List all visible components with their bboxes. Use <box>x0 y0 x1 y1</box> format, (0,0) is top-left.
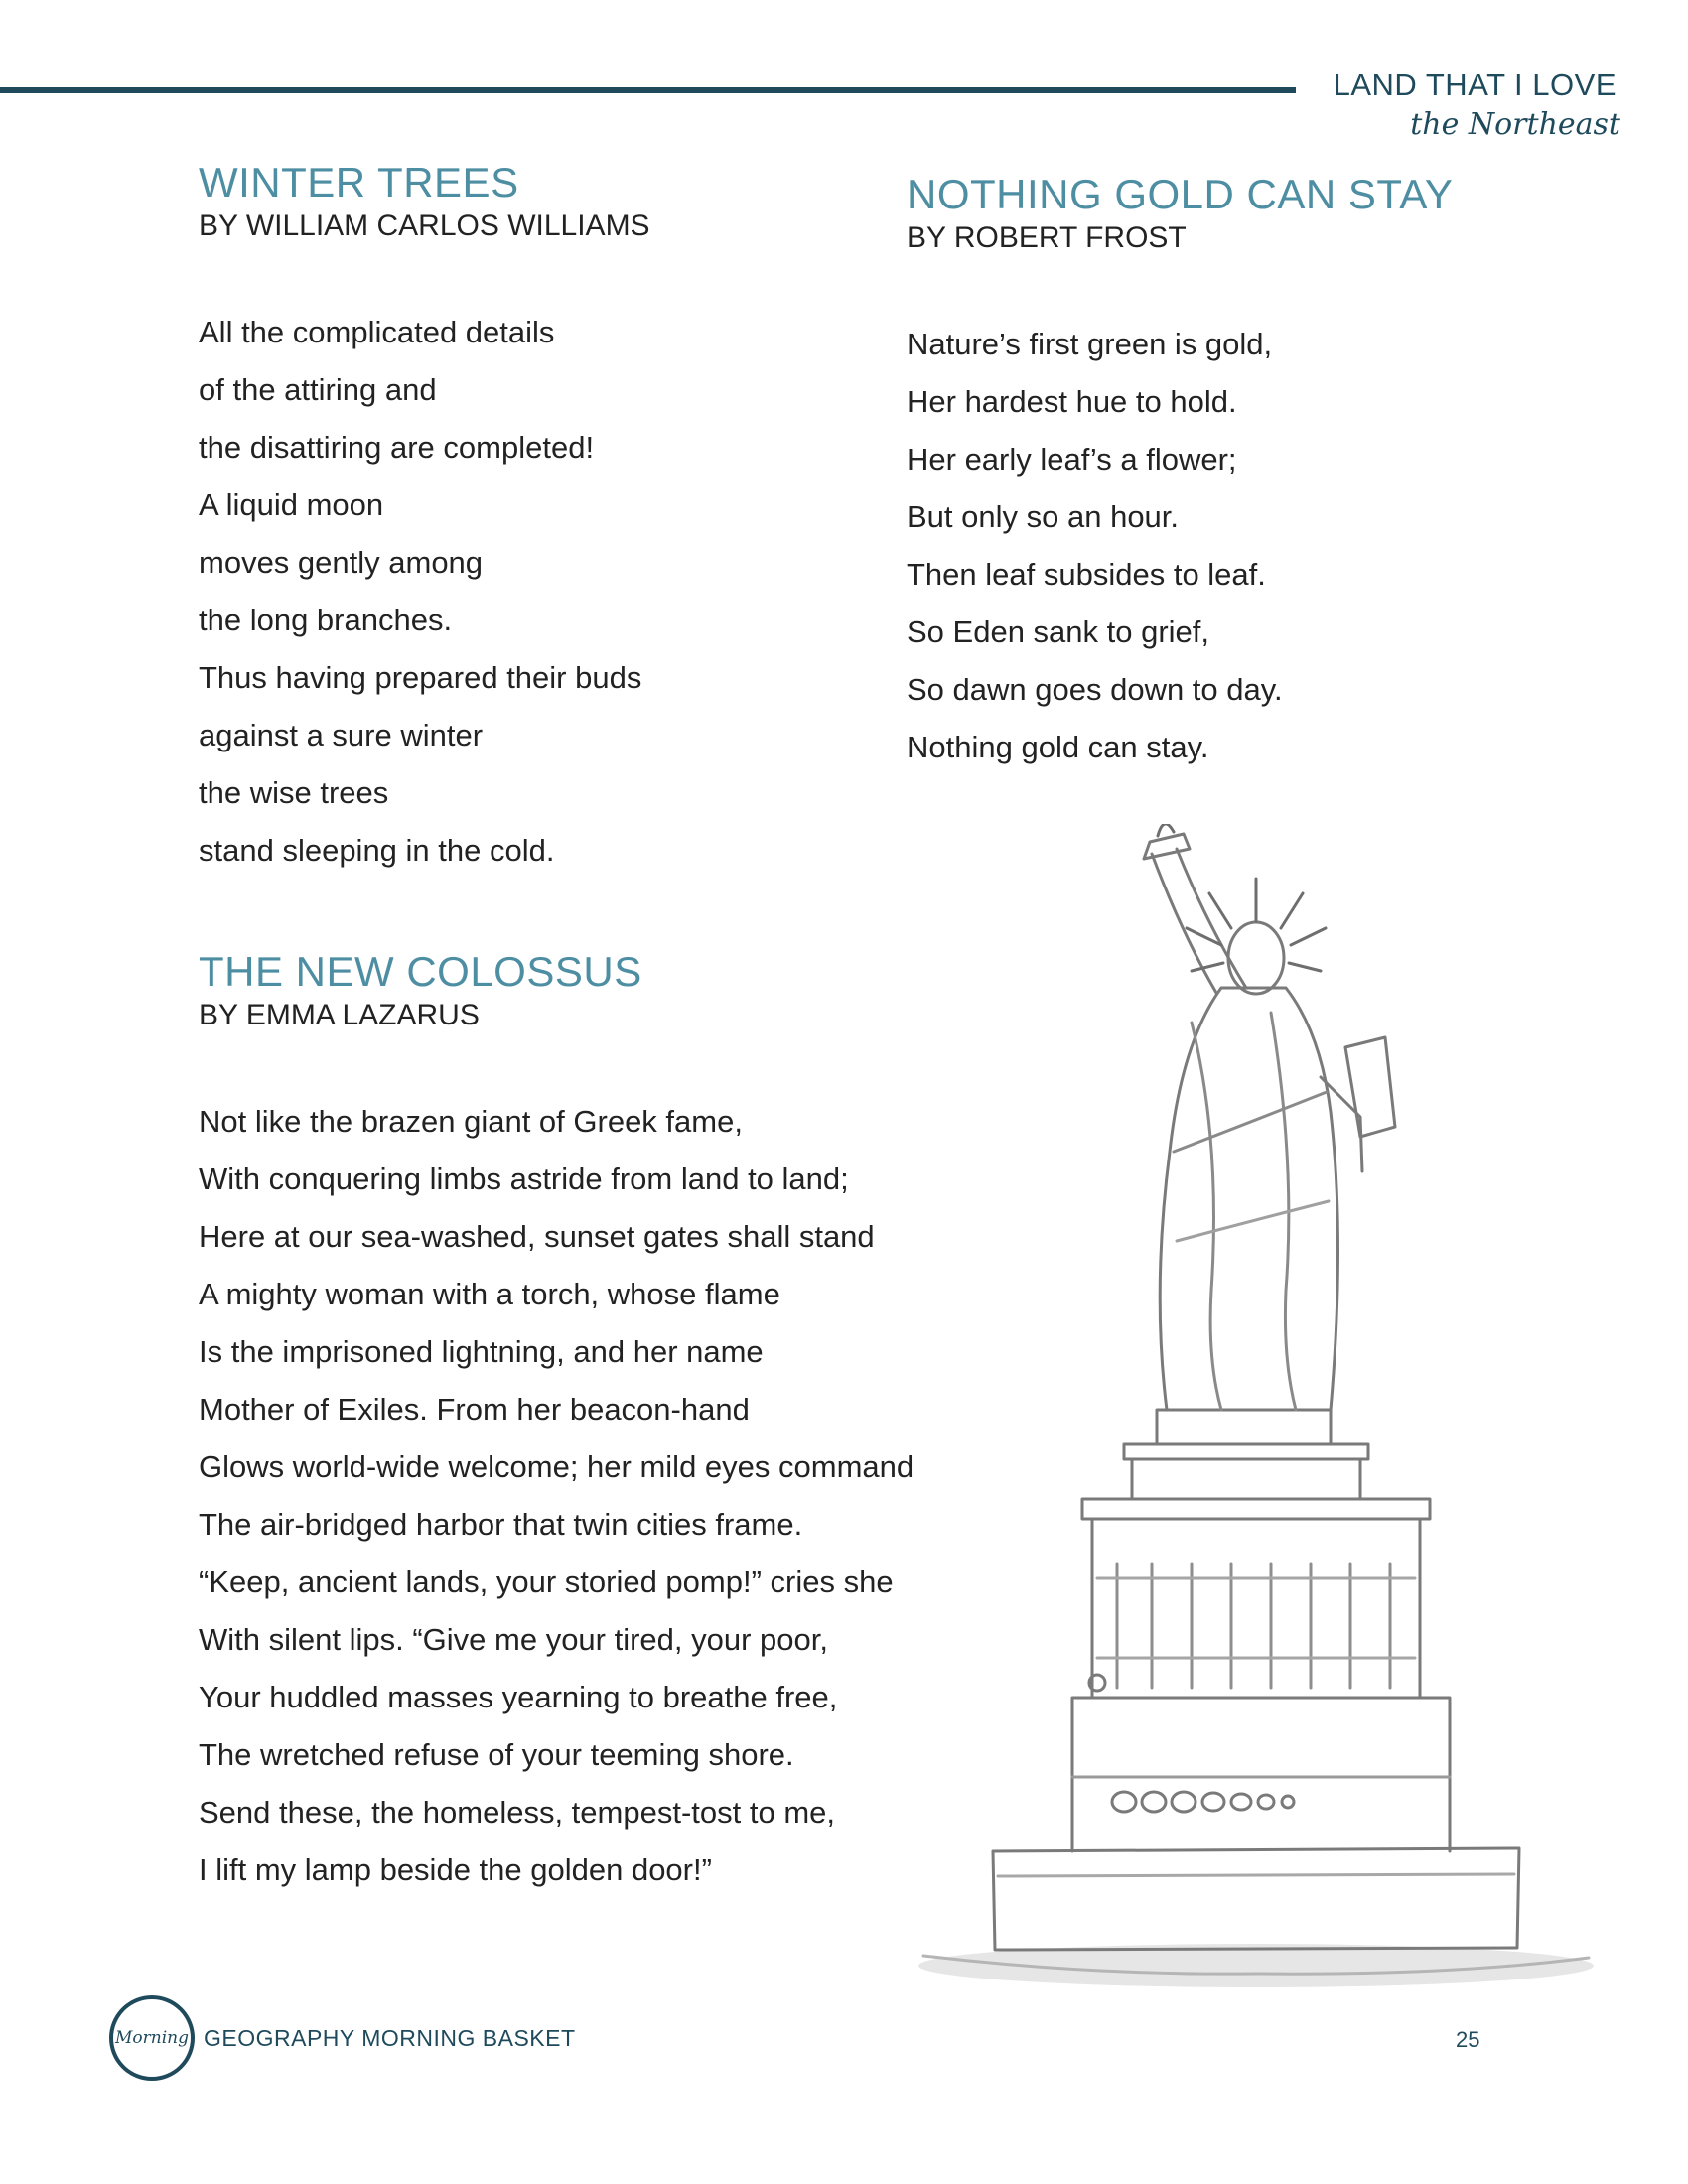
poem-line: Send these, the homeless, tempest-tost to me, <box>199 1795 835 1831</box>
poem-line: moves gently among <box>199 545 484 581</box>
poem-line: Glows world-wide welcome; her mild eyes command <box>199 1449 914 1485</box>
poem-nothing-gold-can-stay <box>907 171 1453 776</box>
poem-line: Is the imprisoned lightning, and her name <box>199 1334 764 1370</box>
poem-line: A mighty woman with a torch, whose flame <box>199 1277 780 1312</box>
poem-line: Thus having prepared their buds <box>199 660 642 696</box>
poem-title: THE NEW COLOSSUS <box>199 948 642 995</box>
poem-line: the long branches. <box>199 603 453 638</box>
poem-line: So dawn goes down to day. <box>907 672 1283 708</box>
poem-line: So Eden sank to grief, <box>907 614 1210 650</box>
poem-line: With silent lips. “Give me your tired, your poor, <box>199 1622 829 1658</box>
poem-line: Then leaf subsides to leaf. <box>907 557 1266 593</box>
poem-line: I lift my lamp beside the golden door!” <box>199 1852 712 1888</box>
poem-author: BY WILLIAM CARLOS WILLIAMS <box>199 209 650 243</box>
poem-line: Nature’s first green is gold, <box>907 327 1273 362</box>
page-number: 25 <box>1456 2027 1480 2052</box>
publication-logo-icon: Morning <box>109 1995 195 2081</box>
poem-title: WINTER TREES <box>199 159 519 205</box>
poem-line: The air-bridged harbor that twin cities frame. <box>199 1507 803 1543</box>
poem-line: the disattiring are completed! <box>199 430 595 466</box>
poem-line: Mother of Exiles. From her beacon-hand <box>199 1392 750 1428</box>
poem-body <box>199 1093 914 1899</box>
poem-line: of the attiring and <box>199 372 437 408</box>
poem-winter-trees <box>199 159 650 880</box>
poem-body <box>199 304 650 880</box>
series-subtitle: the Northeast <box>1410 107 1620 142</box>
series-title: LAND THAT I LOVE <box>1333 68 1617 102</box>
poem-author: BY EMMA LAZARUS <box>199 999 480 1032</box>
poem-line: Nothing gold can stay. <box>907 730 1209 765</box>
poem-body <box>907 316 1453 776</box>
poem-line: “Keep, ancient lands, your storied pomp!” cries she <box>199 1565 894 1600</box>
header-rule <box>0 87 1296 93</box>
poem-line: A liquid moon <box>199 487 384 523</box>
poem-line: against a sure winter <box>199 718 484 753</box>
poem-line: Here at our sea-washed, sunset gates shall stand <box>199 1219 875 1255</box>
poem-the-new-colossus <box>199 948 914 1899</box>
poem-line: Her early leaf’s a flower; <box>907 442 1237 478</box>
poem-line: Not like the brazen giant of Greek fame, <box>199 1104 743 1140</box>
poem-line: All the complicated details <box>199 315 555 350</box>
poem-title: NOTHING GOLD CAN STAY <box>907 171 1454 217</box>
publication-name: GEOGRAPHY MORNING BASKET <box>204 2025 576 2051</box>
poem-author: BY ROBERT FROST <box>907 221 1187 255</box>
poem-line: With conquering limbs astride from land to land; <box>199 1161 849 1197</box>
poem-line: stand sleeping in the cold. <box>199 833 555 869</box>
poem-line: But only so an hour. <box>907 499 1180 535</box>
poem-line: The wretched refuse of your teeming shore. <box>199 1737 794 1773</box>
statue-of-liberty-illustration <box>894 824 1609 1995</box>
poem-line: the wise trees <box>199 775 389 811</box>
poem-line: Her hardest hue to hold. <box>907 384 1237 420</box>
poem-line: Your huddled masses yearning to breathe free, <box>199 1680 838 1715</box>
